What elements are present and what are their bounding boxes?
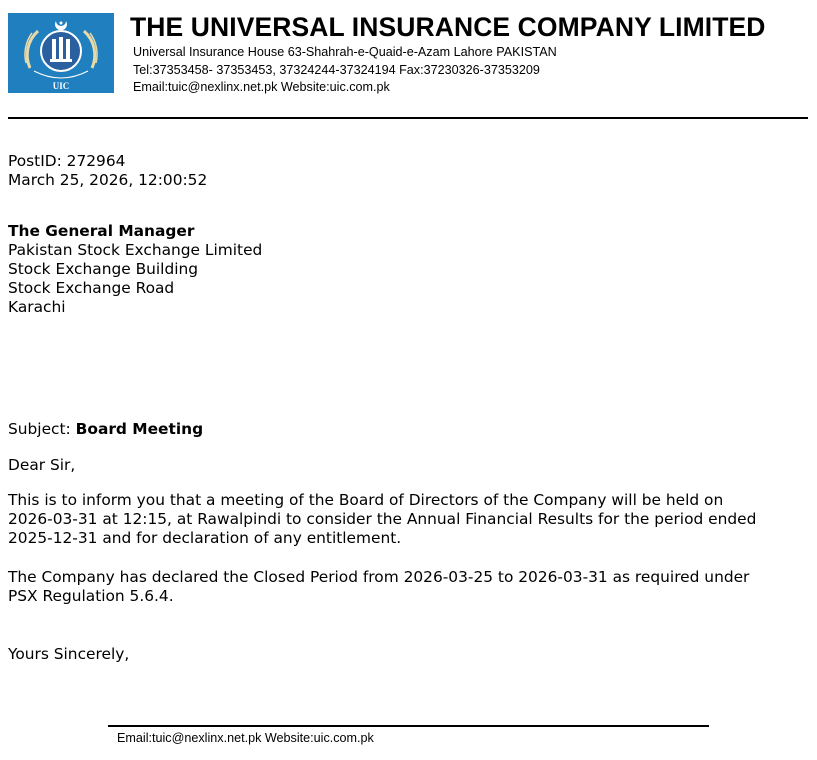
uic-seal-icon — [8, 13, 114, 93]
recipient-line: Stock Exchange Road — [8, 279, 175, 297]
subject-label: Subject: — [8, 420, 71, 438]
paragraph-line: 2025-12-31 and for declaration of any entitlement. — [8, 529, 402, 547]
post-id: PostID: 272964 — [8, 152, 126, 170]
paragraph-line: 2026-03-31 at 12:15, at Rawalpindi to consider the Annual Financial Results for the period ended — [8, 510, 757, 528]
recipient-line: Karachi — [8, 298, 66, 316]
company-name: THE UNIVERSAL INSURANCE COMPANY LIMITED — [130, 12, 766, 42]
recipient-title: The General Manager — [8, 222, 195, 240]
company-phones: Tel:37353458- 37353453, 37324244-37324194 Fax:37230326-37353209 — [133, 63, 540, 77]
logo-text: UIC — [52, 81, 70, 91]
company-logo — [8, 13, 114, 93]
post-date: March 25, 2026, 12:00:52 — [8, 171, 208, 189]
company-contact: Email:tuic@nexlinx.net.pk Website:uic.com.pk — [133, 80, 390, 94]
company-address: Universal Insurance House 63-Shahrah-e-Quaid-e-Azam Lahore PAKISTAN — [133, 45, 557, 59]
header-divider — [8, 117, 808, 119]
closing: Yours Sincerely, — [8, 645, 130, 663]
paragraph-line: The Company has declared the Closed Period from 2026-03-25 to 2026-03-31 as required under — [8, 568, 750, 586]
footer-divider — [108, 725, 709, 727]
paragraph-closed-period — [8, 568, 749, 606]
recipient-block — [8, 222, 262, 317]
subject-line — [8, 420, 203, 439]
recipient-line: Stock Exchange Building — [8, 260, 199, 278]
recipient-line: Pakistan Stock Exchange Limited — [8, 241, 263, 259]
paragraph-line: PSX Regulation 5.6.4. — [8, 587, 174, 605]
paragraph-line: This is to inform you that a meeting of the Board of Directors of the Company will be held on — [8, 491, 724, 509]
subject-value: Board Meeting — [75, 420, 204, 438]
salutation: Dear Sir, — [8, 456, 76, 474]
paragraph-board-meeting — [8, 491, 756, 548]
footer-contact: Email:tuic@nexlinx.net.pk Website:uic.com.pk — [117, 731, 374, 745]
